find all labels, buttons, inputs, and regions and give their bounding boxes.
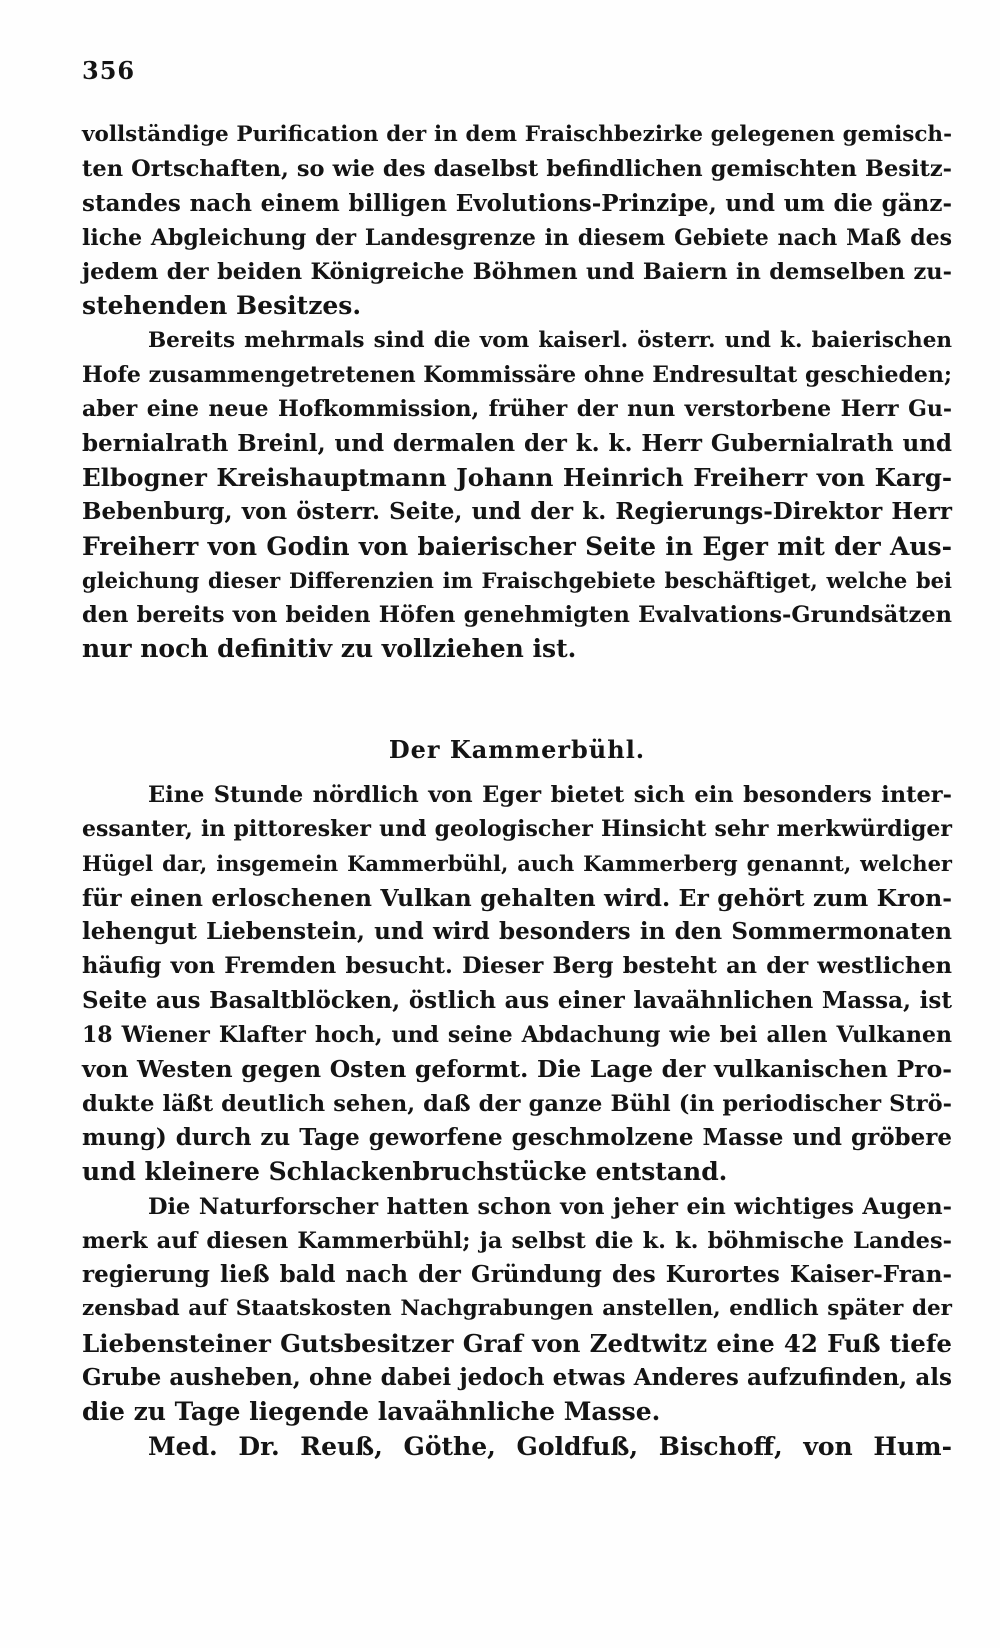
section-heading: Der Kammerbühl. — [388, 735, 646, 764]
text-line: stehenden Besitzes. — [82, 291, 362, 321]
text-line: häufig von Fremden besucht. Dieser Berg besteht an der westlichen — [82, 953, 952, 980]
text-line: die zu Tage liegende lavaähnliche Masse. — [82, 1397, 661, 1427]
text-line: Freiherr von Godin von baierischer Seite in Eger mit der Aus- — [82, 531, 952, 561]
text-line: den bereits von beiden Höfen genehmigten Evalvations-Grundsätzen — [82, 602, 952, 629]
text-line: lehengut Liebenstein, und wird besonders in den Sommermonaten — [82, 918, 952, 946]
text-line: standes nach einem billigen Evolutions-Prinzipe, und um die gänz- — [82, 189, 952, 217]
text-line: Hofe zusammengetretenen Kommissäre ohne Endresultat geschieden; — [82, 362, 952, 389]
text-line: Elbogner Kreishauptmann Johann Heinrich Freiherr von Karg- — [82, 462, 952, 492]
text-line: nur noch definitiv zu vollziehen ist. — [82, 634, 577, 664]
text-line: Seite aus Basaltblöcken, östlich aus einer lavaähnlichen Massa, ist — [82, 986, 952, 1014]
text-line: regierung ließ bald nach der Gründung des Kurortes Kaiser-Fran- — [82, 1261, 952, 1289]
text-line: von Westen gegen Osten geformt. Die Lage der vulkanischen Pro- — [82, 1055, 952, 1084]
text-line: Liebensteiner Gutsbesitzer Graf von Zedtwitz eine 42 Fuß tiefe — [82, 1328, 952, 1358]
text-block-purification — [82, 118, 952, 667]
text-line: liche Abgleichung der Landesgrenze in diesem Gebiete nach Maß des — [82, 224, 952, 251]
text-line: 18 Wiener Klafter hoch, und seine Abdachung wie bei allen Vulkanen — [82, 1022, 952, 1049]
text-line: aber eine neue Hofkommission, früher der nun verstorbene Herr Gu- — [82, 396, 952, 423]
text-line: Bereits mehrmals sind die vom kaiserl. österr. und k. baierischen — [148, 327, 952, 353]
text-line: essanter, in pittoresker und geologischer Hinsicht sehr merkwürdiger — [82, 816, 952, 843]
text-line: und kleinere Schlackenbruchstücke entstand. — [82, 1157, 728, 1187]
text-line: merk auf diesen Kammerbühl; ja selbst die k. k. böhmische Landes- — [82, 1227, 952, 1254]
text-line: für einen erloschenen Vulkan gehalten wird. Er gehört zum Kron- — [82, 883, 952, 912]
text-line: vollständige Purification der in dem Fraischbezirke gelegenen gemisch- — [82, 122, 952, 147]
text-block-kammerbuehl — [82, 778, 952, 1464]
text-line: jedem der beiden Königreiche Böhmen und Baiern in demselben zu- — [82, 259, 952, 286]
text-line: Eine Stunde nördlich von Eger bietet sich ein besonders inter- — [148, 782, 952, 808]
text-line: ten Ortschaften, so wie des daselbst befindlichen gemischten Besitz- — [82, 156, 952, 183]
text-line: Hügel dar, insgemein Kammerbühl, auch Kammerberg genannt, welcher — [82, 850, 952, 876]
page-number: 356 — [82, 56, 136, 85]
text-line: mung) durch zu Tage geworfene geschmolzene Masse und gröbere — [82, 1123, 952, 1151]
text-line: dukte läßt deutlich sehen, daß der ganze Bühl (in periodischer Strö- — [82, 1090, 952, 1117]
text-line: zensbad auf Staatskosten Nachgrabungen anstellen, endlich später der — [82, 1296, 952, 1322]
text-line: Die Naturforscher hatten schon von jeher ein wichtiges Augen- — [148, 1193, 952, 1220]
text-line: Bebenburg, von österr. Seite, und der k. Regierungs-Direktor Herr — [82, 498, 952, 526]
text-line: gleichung dieser Differenzien im Fraischgebiete beschäftiget, welche bei — [82, 567, 952, 593]
text-line: bernialrath Breinl, und dermalen der k. k. Herr Gubernialrath und — [82, 429, 952, 457]
text-line: Med. Dr. Reuß, Göthe, Goldfuß, Bischoff, von Hum- — [148, 1431, 952, 1461]
text-line: Grube ausheben, ohne dabei jedoch etwas Anderes aufzufinden, als — [82, 1364, 952, 1392]
